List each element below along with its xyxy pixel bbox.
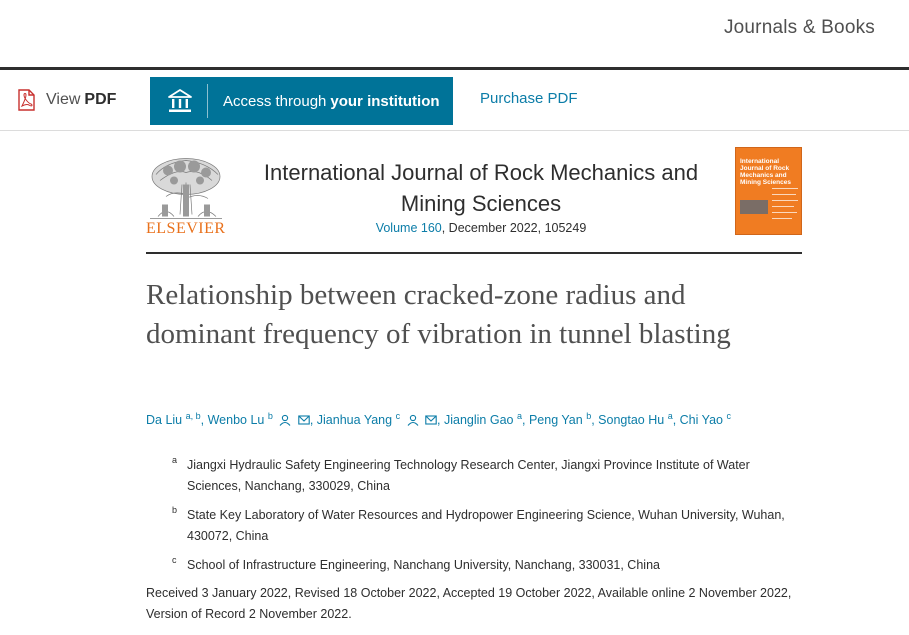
journal-header bbox=[146, 145, 802, 255]
mail-icon[interactable] bbox=[298, 414, 310, 426]
journal-cover-image[interactable] bbox=[735, 147, 802, 235]
cover-line bbox=[772, 200, 798, 201]
affiliation-text: School of Infrastructure Engineering, Nanchang University, Nanchang, 330031, China bbox=[187, 558, 660, 572]
top-header bbox=[0, 0, 909, 68]
author-link[interactable]: Jianhua Yang $^c$ bbox=[316, 411, 401, 428]
view-pdf-button[interactable] bbox=[16, 88, 116, 112]
cover-line bbox=[772, 212, 797, 213]
title-divider bbox=[146, 252, 802, 254]
affiliation-text: State Key Laboratory of Water Resources and Hydropower Engineering Science, Wuhan University, Wuhan, 430072, China bbox=[187, 508, 785, 543]
author-link[interactable]: Peng Yan $^b$ bbox=[528, 411, 592, 428]
access-institution-button[interactable] bbox=[150, 77, 453, 125]
elsevier-wordmark[interactable]: ELSEVIER bbox=[146, 220, 226, 237]
author-link[interactable]: Wenbo Lu $^b$ bbox=[207, 411, 273, 428]
person-icon[interactable] bbox=[407, 414, 419, 426]
journal-title-link[interactable]: International Journal of Rock Mechanics and Mining Sciences bbox=[263, 160, 699, 216]
access-bold: your institution bbox=[330, 92, 440, 110]
purchase-pdf-link[interactable]: Purchase PDF bbox=[480, 90, 578, 107]
cover-line bbox=[772, 206, 794, 207]
author-link[interactable]: Songtao Hu $^a$ bbox=[598, 411, 673, 428]
affiliation-label: b bbox=[172, 505, 178, 515]
person-icon[interactable] bbox=[279, 414, 291, 426]
view-pdf-bold: PDF bbox=[84, 91, 117, 108]
affiliation-list bbox=[172, 455, 804, 584]
access-label: Access through bbox=[223, 92, 327, 110]
article-dates: Received 3 January 2022, Revised 18 October 2022, Accepted 19 October 2022, Available online 2 November 2022, Version of Record 2 November 2022. bbox=[146, 586, 792, 621]
affiliation-item bbox=[172, 505, 804, 547]
access-divider bbox=[207, 84, 208, 118]
affiliation-item bbox=[172, 555, 804, 576]
issue-info: , December 2022, 105249 bbox=[441, 221, 587, 235]
author-link[interactable]: Da Liu $^{a, b}$ bbox=[146, 411, 201, 428]
volume-link[interactable]: Volume 160 bbox=[375, 221, 442, 235]
journals-books-link[interactable]: Journals & Books bbox=[723, 17, 875, 38]
affiliation-text: Jiangxi Hydraulic Safety Engineering Technology Research Center, Jiangxi Province Institute of Water Sciences, Nanchang, 330029, China bbox=[187, 458, 750, 493]
author-link[interactable]: Chi Yao $^c$ bbox=[679, 411, 731, 428]
institution-building-icon bbox=[167, 88, 193, 114]
article-title: Relationship between cracked-zone radius and dominant frequency of vibration in tunnel blasting bbox=[146, 279, 731, 350]
pdf-file-icon bbox=[16, 89, 36, 111]
cover-line bbox=[772, 194, 796, 195]
cover-line bbox=[772, 188, 798, 189]
affiliation-label: c bbox=[172, 555, 177, 565]
article-toolbar bbox=[0, 70, 909, 131]
volume-info bbox=[248, 221, 714, 235]
affiliation-item bbox=[172, 455, 804, 497]
cover-line bbox=[772, 218, 792, 219]
affiliation-label: a bbox=[172, 455, 178, 465]
view-pdf-label: View bbox=[46, 91, 81, 108]
author-link[interactable]: Jianglin Gao $^a$ bbox=[444, 411, 522, 428]
author-list: Da Liu $^{a, b}$, Wenbo Lu $^b$ , Jianhua Yang $^c$ , Jianglin Gao $^a$, Peng Yan $^b$, Songtao Hu $^a$, Chi Yao $^c$ bbox=[146, 411, 731, 428]
cover-photo bbox=[740, 200, 768, 214]
cover-title: International Journal of Rock Mechanics and Mining Sciences bbox=[740, 158, 791, 186]
mail-icon[interactable] bbox=[425, 414, 437, 426]
